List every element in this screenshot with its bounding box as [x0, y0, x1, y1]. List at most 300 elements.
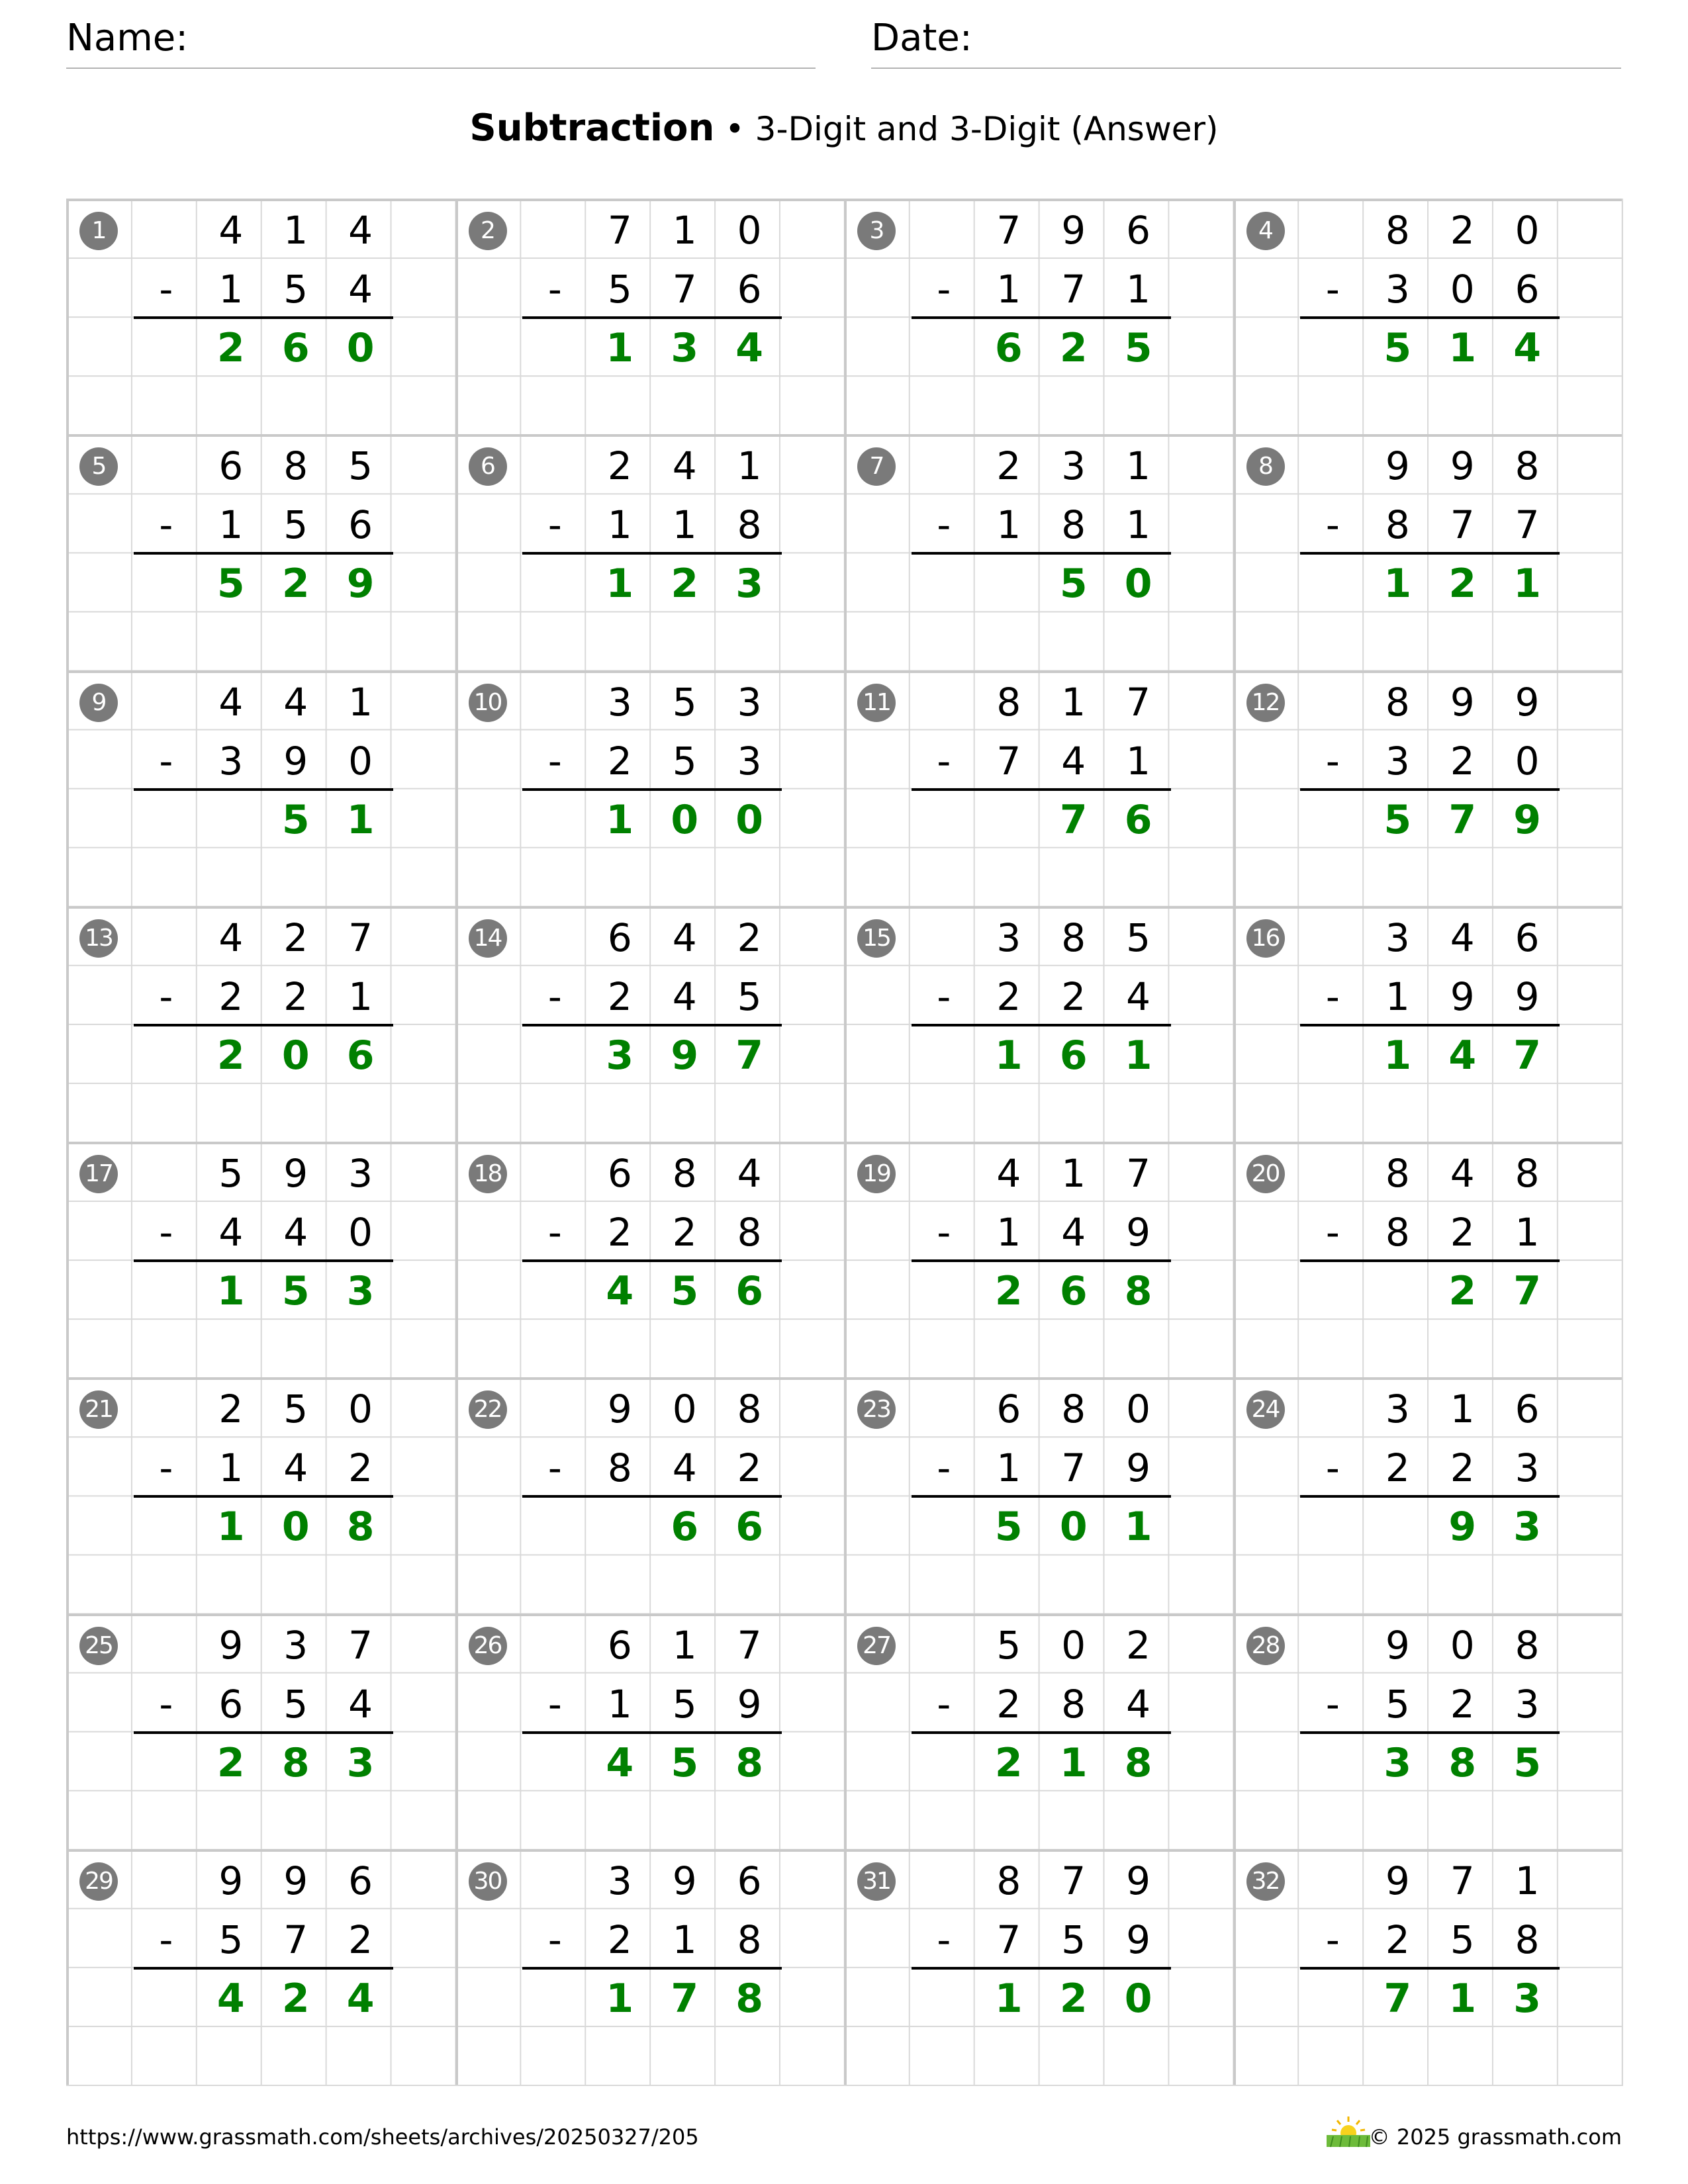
- answer-digit: [199, 791, 263, 850]
- answer-digit: 1: [1513, 561, 1541, 608]
- top-digit: 3: [737, 679, 762, 725]
- bottom-digit: 0: [348, 738, 373, 784]
- problem-number-badge: 15: [857, 919, 896, 958]
- problem-number-badge: 23: [857, 1390, 896, 1429]
- minus-sign: -: [937, 738, 951, 784]
- bottom-digit: 1: [607, 1681, 632, 1727]
- answer-digit: 4: [735, 325, 763, 372]
- problem-number-badge: 17: [79, 1155, 118, 1193]
- answer-rule: [134, 1259, 393, 1262]
- minus-sign: -: [159, 267, 173, 312]
- problem-16: [1233, 906, 1622, 1142]
- top-digit: 4: [1450, 1151, 1475, 1196]
- bottom-digit: 4: [1061, 738, 1086, 784]
- answer-digit: 4: [1448, 1032, 1477, 1079]
- top-digit: 4: [996, 1151, 1021, 1196]
- title-sub: • 3-Digit and 3-Digit (Answer): [714, 110, 1219, 148]
- top-digit: 2: [737, 915, 762, 960]
- top-digit: 4: [1450, 915, 1475, 960]
- answer-digit: 1: [1383, 561, 1412, 608]
- answer-digit: 8: [346, 1504, 375, 1551]
- minus-sign: -: [159, 1445, 173, 1491]
- top-digit: 9: [1385, 443, 1410, 489]
- bottom-digit: 1: [1126, 738, 1151, 784]
- problem-number-badge: 12: [1246, 684, 1285, 722]
- answer-digit: 3: [346, 1739, 375, 1786]
- answer-digit: 5: [281, 796, 310, 843]
- problem-25: [66, 1614, 455, 1849]
- problem-number-badge: 29: [79, 1862, 118, 1901]
- answer-digit: 0: [1124, 561, 1152, 608]
- top-digit: 1: [1450, 1387, 1475, 1432]
- answer-digit: 6: [671, 1504, 699, 1551]
- top-digit: 7: [348, 915, 373, 960]
- bottom-digit: 0: [1515, 738, 1540, 784]
- bottom-digit: 4: [348, 1681, 373, 1727]
- top-digit: 9: [672, 1858, 697, 1903]
- problem-24: [1233, 1377, 1622, 1613]
- top-digit: 5: [1126, 915, 1151, 960]
- answer-digit: 1: [1448, 1975, 1477, 2022]
- answer-digit: 6: [994, 325, 1023, 372]
- answer-digit: 1: [1059, 1739, 1088, 1786]
- problem-19: [844, 1142, 1233, 1377]
- footer-url[interactable]: https://www.grassmath.com/sheets/archives/20250327/205: [66, 2124, 699, 2150]
- bottom-digit: 2: [348, 1445, 373, 1491]
- problem-23: [844, 1377, 1233, 1613]
- top-digit: 1: [672, 208, 697, 253]
- answer-digit: 9: [346, 561, 375, 608]
- answer-rule: [134, 1967, 393, 1970]
- name-underline: [66, 68, 816, 69]
- bottom-digit: 5: [607, 267, 632, 312]
- answer-digit: 6: [735, 1268, 763, 1315]
- minus-sign: -: [159, 1681, 173, 1727]
- top-digit: 0: [737, 208, 762, 253]
- answer-rule: [1300, 1731, 1560, 1734]
- problem-number-badge: 4: [1246, 212, 1285, 250]
- bottom-digit: 5: [1385, 1681, 1410, 1727]
- problem-number-badge: 22: [469, 1390, 507, 1429]
- problem-21: [66, 1377, 455, 1613]
- answer-digit: 7: [671, 1975, 699, 2022]
- answer-rule: [134, 1495, 393, 1498]
- answer-digit: 8: [735, 1975, 763, 2022]
- answer-digit: 4: [1513, 325, 1541, 372]
- top-digit: 4: [672, 443, 697, 489]
- minus-sign: -: [159, 1210, 173, 1255]
- problem-15: [844, 906, 1233, 1142]
- top-digit: 3: [283, 1622, 308, 1668]
- answer-rule: [134, 788, 393, 791]
- answer-digit: 0: [281, 1032, 310, 1079]
- answer-rule: [912, 1024, 1171, 1026]
- top-digit: 9: [1385, 1858, 1410, 1903]
- answer-digit: 7: [1383, 1975, 1412, 2022]
- date-field[interactable]: [871, 0, 1621, 70]
- top-digit: 7: [1126, 1151, 1151, 1196]
- bottom-digit: 1: [1385, 974, 1410, 1019]
- top-digit: 8: [996, 679, 1021, 725]
- bottom-digit: 7: [672, 267, 697, 312]
- answer-digit: 2: [216, 325, 245, 372]
- bottom-digit: 2: [607, 738, 632, 784]
- top-digit: 8: [1385, 208, 1410, 253]
- top-digit: 2: [607, 443, 632, 489]
- bottom-digit: 8: [1385, 502, 1410, 548]
- bottom-digit: 2: [1450, 1445, 1475, 1491]
- problem-number-badge: 32: [1246, 1862, 1285, 1901]
- answer-digit: 0: [346, 325, 375, 372]
- top-digit: 8: [1515, 1151, 1540, 1196]
- bottom-digit: 2: [672, 1210, 697, 1255]
- bottom-digit: 2: [1061, 974, 1086, 1019]
- bottom-digit: 2: [996, 1681, 1021, 1727]
- answer-digit: 5: [994, 1504, 1023, 1551]
- minus-sign: -: [1325, 1917, 1340, 1962]
- top-digit: 7: [737, 1622, 762, 1668]
- top-digit: 4: [218, 915, 244, 960]
- answer-digit: 7: [735, 1032, 763, 1079]
- bottom-digit: 0: [348, 1210, 373, 1255]
- minus-sign: -: [1325, 1445, 1340, 1491]
- bottom-digit: 5: [283, 502, 308, 548]
- answer-digit: 0: [281, 1504, 310, 1551]
- answer-digit: 3: [346, 1268, 375, 1315]
- answer-digit: 3: [735, 561, 763, 608]
- problem-number-badge: 24: [1246, 1390, 1285, 1429]
- top-digit: 1: [1515, 1858, 1540, 1903]
- bottom-digit: 2: [348, 1917, 373, 1962]
- problem-number-badge: 1: [79, 212, 118, 250]
- answer-rule: [1300, 788, 1560, 791]
- top-digit: 9: [1515, 679, 1540, 725]
- answer-digit: 5: [216, 561, 245, 608]
- problem-10: [455, 670, 845, 906]
- top-digit: 9: [1450, 443, 1475, 489]
- bottom-digit: 8: [737, 1917, 762, 1962]
- bottom-digit: 1: [218, 1445, 244, 1491]
- grassmath-sun-logo-icon: [1324, 2115, 1373, 2148]
- top-digit: 6: [607, 1622, 632, 1668]
- answer-digit: 2: [994, 1268, 1023, 1315]
- bottom-digit: 7: [1061, 1445, 1086, 1491]
- problem-1: [66, 199, 455, 434]
- bottom-digit: 3: [218, 738, 244, 784]
- top-digit: 7: [1061, 1858, 1086, 1903]
- problem-8: [1233, 434, 1622, 670]
- top-digit: 4: [737, 1151, 762, 1196]
- bottom-digit: 1: [996, 267, 1021, 312]
- top-digit: 0: [1061, 1622, 1086, 1668]
- answer-digit: 3: [671, 325, 699, 372]
- answer-digit: 8: [735, 1739, 763, 1786]
- minus-sign: -: [159, 1917, 173, 1962]
- answer-digit: 1: [606, 1975, 634, 2022]
- bottom-digit: 1: [672, 1917, 697, 1962]
- answer-digit: 5: [1383, 325, 1412, 372]
- minus-sign: -: [1325, 1681, 1340, 1727]
- top-digit: 7: [996, 208, 1021, 253]
- answer-digit: 2: [1059, 1975, 1088, 2022]
- answer-digit: 0: [1059, 1504, 1088, 1551]
- top-digit: 6: [607, 1151, 632, 1196]
- bottom-digit: 9: [1515, 974, 1540, 1019]
- top-digit: 1: [283, 208, 308, 253]
- top-digit: 0: [672, 1387, 697, 1432]
- bottom-digit: 4: [348, 267, 373, 312]
- bottom-digit: 4: [672, 1445, 697, 1491]
- problem-number-badge: 19: [857, 1155, 896, 1193]
- answer-rule: [522, 788, 782, 791]
- top-digit: 4: [348, 208, 373, 253]
- top-digit: 1: [672, 1622, 697, 1668]
- bottom-digit: 8: [1061, 1681, 1086, 1727]
- minus-sign: -: [547, 267, 562, 312]
- answer-rule: [522, 1967, 782, 1970]
- answer-digit: 5: [1124, 325, 1152, 372]
- bottom-digit: 2: [607, 974, 632, 1019]
- top-digit: 1: [1061, 679, 1086, 725]
- name-label: Name:: [66, 17, 189, 60]
- bottom-digit: 2: [1450, 1681, 1475, 1727]
- top-digit: 1: [1126, 443, 1151, 489]
- top-digit: 1: [737, 443, 762, 489]
- minus-sign: -: [937, 1445, 951, 1491]
- problem-12: [1233, 670, 1622, 906]
- bottom-digit: 1: [996, 502, 1021, 548]
- minus-sign: -: [937, 974, 951, 1019]
- footer-copyright: © 2025 grassmath.com: [1368, 2124, 1622, 2150]
- problem-20: [1233, 1142, 1622, 1377]
- top-digit: 6: [1515, 1387, 1540, 1432]
- problem-26: [455, 1614, 845, 1849]
- bottom-digit: 3: [1515, 1681, 1540, 1727]
- problem-number-badge: 25: [79, 1627, 118, 1665]
- minus-sign: -: [547, 974, 562, 1019]
- minus-sign: -: [547, 1210, 562, 1255]
- problem-grid: [66, 199, 1623, 2086]
- bottom-digit: 1: [672, 502, 697, 548]
- bottom-digit: 5: [218, 1917, 244, 1962]
- top-digit: 3: [607, 679, 632, 725]
- answer-rule: [134, 552, 393, 555]
- top-digit: 0: [1515, 208, 1540, 253]
- problem-30: [455, 1849, 845, 2085]
- answer-rule: [1300, 552, 1560, 555]
- bottom-digit: 1: [1126, 267, 1151, 312]
- minus-sign: -: [1325, 502, 1340, 548]
- top-digit: 6: [218, 443, 244, 489]
- answer-rule: [522, 1731, 782, 1734]
- answer-digit: 1: [606, 796, 634, 843]
- date-label: Date:: [871, 17, 972, 60]
- top-digit: 9: [1126, 1858, 1151, 1903]
- bottom-digit: 5: [737, 974, 762, 1019]
- top-digit: 6: [348, 1858, 373, 1903]
- top-digit: 6: [996, 1387, 1021, 1432]
- minus-sign: -: [1325, 267, 1340, 312]
- bottom-digit: 6: [1515, 267, 1540, 312]
- top-digit: 4: [218, 208, 244, 253]
- top-digit: 7: [1450, 1858, 1475, 1903]
- answer-digit: 9: [1513, 796, 1541, 843]
- bottom-digit: 9: [1126, 1210, 1151, 1255]
- top-digit: 8: [1061, 1387, 1086, 1432]
- problem-18: [455, 1142, 845, 1377]
- top-digit: 4: [283, 679, 308, 725]
- top-digit: 3: [1385, 915, 1410, 960]
- top-digit: 5: [283, 1387, 308, 1432]
- bottom-digit: 7: [996, 738, 1021, 784]
- bottom-digit: 5: [283, 267, 308, 312]
- bottom-digit: 3: [1385, 267, 1410, 312]
- answer-digit: 4: [606, 1739, 634, 1786]
- bottom-digit: 8: [1515, 1917, 1540, 1962]
- minus-sign: -: [937, 1210, 951, 1255]
- answer-rule: [912, 316, 1171, 319]
- bottom-digit: 4: [283, 1210, 308, 1255]
- problem-number-badge: 13: [79, 919, 118, 958]
- problem-28: [1233, 1614, 1622, 1849]
- problem-2: [455, 199, 845, 434]
- worksheet-title: [0, 106, 1688, 150]
- answer-digit: [976, 555, 1041, 614]
- answer-digit: [587, 1498, 652, 1557]
- problem-29: [66, 1849, 455, 2085]
- top-digit: 8: [672, 1151, 697, 1196]
- problem-14: [455, 906, 845, 1142]
- name-field[interactable]: [66, 0, 816, 70]
- answer-rule: [522, 316, 782, 319]
- bottom-digit: 5: [672, 738, 697, 784]
- top-digit: 8: [1385, 679, 1410, 725]
- answer-digit: 2: [281, 561, 310, 608]
- bottom-digit: 0: [1450, 267, 1475, 312]
- answer-digit: 7: [1059, 796, 1088, 843]
- answer-rule: [134, 316, 393, 319]
- answer-digit: 5: [1383, 796, 1412, 843]
- answer-digit: 6: [735, 1504, 763, 1551]
- answer-digit: 4: [346, 1975, 375, 2022]
- answer-digit: 4: [606, 1268, 634, 1315]
- answer-digit: 2: [216, 1739, 245, 1786]
- answer-rule: [134, 1731, 393, 1734]
- top-digit: 5: [348, 443, 373, 489]
- problem-13: [66, 906, 455, 1142]
- answer-rule: [134, 1024, 393, 1026]
- top-digit: 8: [1515, 443, 1540, 489]
- bottom-digit: 7: [1450, 502, 1475, 548]
- answer-rule: [1300, 1495, 1560, 1498]
- answer-digit: 2: [1448, 1268, 1477, 1315]
- top-digit: 8: [1061, 915, 1086, 960]
- bottom-digit: 5: [672, 1681, 697, 1727]
- problem-3: [844, 199, 1233, 434]
- top-digit: 8: [996, 1858, 1021, 1903]
- bottom-digit: 9: [1126, 1445, 1151, 1491]
- minus-sign: -: [159, 974, 173, 1019]
- bottom-digit: 9: [737, 1681, 762, 1727]
- answer-rule: [1300, 1024, 1560, 1026]
- problem-number-badge: 9: [79, 684, 118, 722]
- problem-number-badge: 10: [469, 684, 507, 722]
- answer-digit: [976, 791, 1041, 850]
- top-digit: 9: [218, 1622, 244, 1668]
- top-digit: 7: [1126, 679, 1151, 725]
- problem-number-badge: 20: [1246, 1155, 1285, 1193]
- date-underline: [871, 68, 1621, 69]
- bottom-digit: 9: [1126, 1917, 1151, 1962]
- top-digit: 5: [218, 1151, 244, 1196]
- top-digit: 9: [1450, 679, 1475, 725]
- problem-number-badge: 7: [857, 447, 896, 486]
- answer-rule: [912, 552, 1171, 555]
- bottom-digit: 1: [996, 1445, 1021, 1491]
- answer-digit: 5: [281, 1268, 310, 1315]
- answer-rule: [1300, 316, 1560, 319]
- top-digit: 3: [1385, 1387, 1410, 1432]
- answer-digit: 5: [1059, 561, 1088, 608]
- minus-sign: -: [1325, 974, 1340, 1019]
- answer-digit: 8: [1124, 1739, 1152, 1786]
- answer-digit: 6: [281, 325, 310, 372]
- answer-digit: 8: [1124, 1268, 1152, 1315]
- answer-digit: 6: [1059, 1268, 1088, 1315]
- top-digit: 1: [1061, 1151, 1086, 1196]
- answer-rule: [522, 1024, 782, 1026]
- answer-digit: 5: [671, 1739, 699, 1786]
- bottom-digit: 5: [283, 1681, 308, 1727]
- top-digit: 6: [737, 1858, 762, 1903]
- bottom-digit: 7: [996, 1917, 1021, 1962]
- answer-digit: 6: [1059, 1032, 1088, 1079]
- bottom-digit: 4: [1126, 974, 1151, 1019]
- answer-rule: [522, 552, 782, 555]
- answer-digit: 7: [1513, 1268, 1541, 1315]
- top-digit: 5: [672, 679, 697, 725]
- top-digit: 8: [1515, 1622, 1540, 1668]
- answer-digit: 8: [281, 1739, 310, 1786]
- answer-rule: [1300, 1259, 1560, 1262]
- problem-number-badge: 18: [469, 1155, 507, 1193]
- bottom-digit: 1: [218, 502, 244, 548]
- bottom-digit: 2: [1450, 738, 1475, 784]
- top-digit: 0: [1126, 1387, 1151, 1432]
- top-digit: 9: [218, 1858, 244, 1903]
- problem-number-badge: 27: [857, 1627, 896, 1665]
- problem-17: [66, 1142, 455, 1377]
- bottom-digit: 8: [607, 1445, 632, 1491]
- bottom-digit: 2: [1450, 1210, 1475, 1255]
- bottom-digit: 1: [1515, 1210, 1540, 1255]
- top-digit: 4: [672, 915, 697, 960]
- answer-rule: [912, 1495, 1171, 1498]
- top-digit: 7: [348, 1622, 373, 1668]
- problem-number-badge: 8: [1246, 447, 1285, 486]
- problem-7: [844, 434, 1233, 670]
- top-digit: 7: [607, 208, 632, 253]
- answer-digit: 1: [1383, 1032, 1412, 1079]
- bottom-digit: 1: [607, 502, 632, 548]
- answer-digit: 9: [1448, 1504, 1477, 1551]
- top-digit: 9: [1385, 1622, 1410, 1668]
- top-digit: 9: [283, 1151, 308, 1196]
- top-digit: 6: [1126, 208, 1151, 253]
- top-digit: 3: [1061, 443, 1086, 489]
- answer-digit: 0: [671, 796, 699, 843]
- bottom-digit: 9: [1450, 974, 1475, 1019]
